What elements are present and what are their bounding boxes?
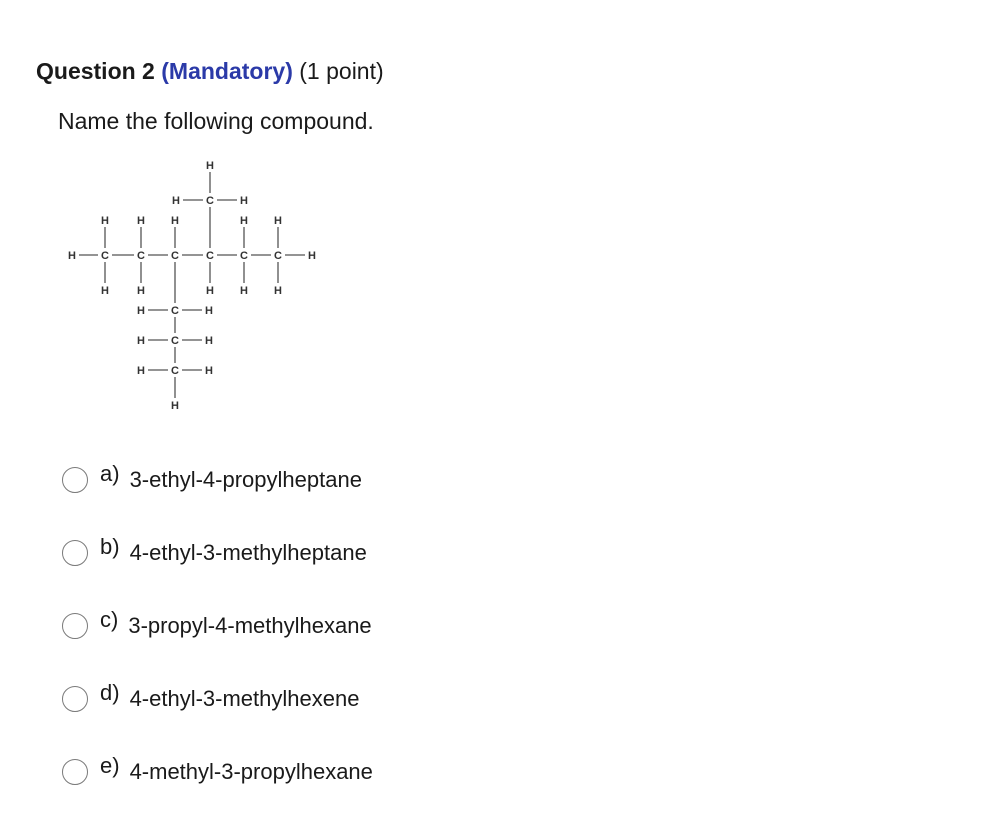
hydrogen-atom: H	[137, 335, 145, 347]
hydrogen-atom: H	[172, 195, 180, 207]
hydrogen-atom: H	[206, 160, 214, 172]
hydrogen-atom: H	[240, 195, 248, 207]
carbon-atom: C	[171, 365, 179, 377]
carbon-atom: C	[206, 250, 214, 262]
hydrogen-atom: H	[101, 215, 109, 227]
option-e[interactable]	[62, 753, 373, 786]
hydrogen-atom: H	[137, 215, 145, 227]
option-text-c[interactable]: 3-propyl-4-methylhexane	[128, 613, 372, 638]
option-letter-a: a)	[100, 461, 120, 486]
structural-formula-svg	[60, 155, 340, 420]
points-label: (1 point)	[299, 58, 384, 84]
option-b[interactable]	[62, 534, 367, 567]
question-title: Question 2	[36, 58, 155, 84]
radio-button-c[interactable]	[62, 613, 88, 639]
question-prompt: Name the following compound.	[58, 108, 374, 134]
radio-button-b[interactable]	[62, 540, 88, 566]
hydrogen-atom: H	[101, 285, 109, 297]
option-letter-b: b)	[100, 534, 120, 559]
hydrogen-atom: H	[274, 285, 282, 297]
carbon-atom: C	[171, 250, 179, 262]
hydrogen-atom: H	[240, 215, 248, 227]
question-header	[36, 56, 384, 86]
option-c[interactable]	[62, 607, 372, 640]
mandatory-label: (Mandatory)	[161, 58, 293, 84]
carbon-atom: C	[274, 250, 282, 262]
option-text-b[interactable]: 4-ethyl-3-methylheptane	[129, 540, 367, 565]
hydrogen-atom: H	[137, 365, 145, 377]
carbon-atom: C	[206, 195, 214, 207]
radio-button-e[interactable]	[62, 759, 88, 785]
option-a[interactable]	[62, 461, 362, 494]
option-d[interactable]	[62, 680, 360, 713]
hydrogen-atom: H	[68, 250, 76, 262]
hydrogen-atom: H	[308, 250, 316, 262]
hydrogen-atom: H	[171, 215, 179, 227]
option-text-e[interactable]: 4-methyl-3-propylhexane	[129, 759, 373, 784]
hydrogen-atom: H	[171, 400, 179, 412]
radio-button-a[interactable]	[62, 467, 88, 493]
hydrogen-atom: H	[137, 285, 145, 297]
option-text-d[interactable]: 4-ethyl-3-methylhexene	[129, 686, 360, 711]
hydrogen-atom: H	[205, 335, 213, 347]
hydrogen-atom: H	[205, 305, 213, 317]
hydrogen-atom: H	[274, 215, 282, 227]
hydrogen-atom: H	[240, 285, 248, 297]
hydrogen-atom: H	[205, 365, 213, 377]
carbon-atom: C	[137, 250, 145, 262]
carbon-atom: C	[171, 305, 179, 317]
carbon-atom: C	[171, 335, 179, 347]
carbon-atom: C	[101, 250, 109, 262]
structural-formula	[60, 155, 340, 425]
hydrogen-atom: H	[137, 305, 145, 317]
carbon-atom: C	[240, 250, 248, 262]
option-letter-e: e)	[100, 753, 120, 778]
hydrogen-atom: H	[206, 285, 214, 297]
option-text-a[interactable]: 3-ethyl-4-propylheptane	[129, 467, 362, 492]
radio-button-d[interactable]	[62, 686, 88, 712]
option-letter-d: d)	[100, 680, 120, 705]
option-letter-c: c)	[100, 607, 119, 632]
